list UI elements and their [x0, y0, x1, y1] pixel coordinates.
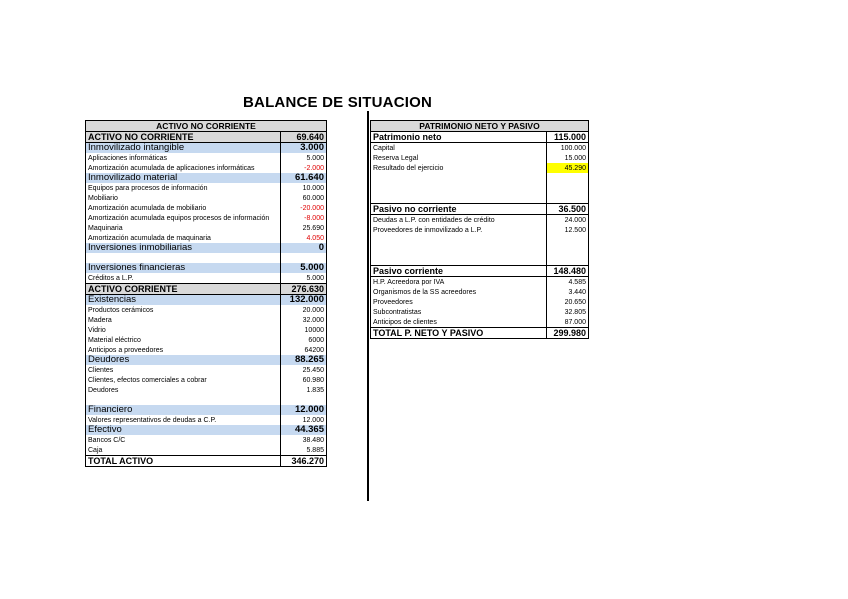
- asset-value: 44.365: [280, 425, 326, 435]
- liability-value: 36.500: [546, 204, 588, 215]
- liability-value: 24.000: [546, 215, 588, 226]
- asset-value: 10000: [280, 325, 326, 335]
- asset-value: 5.000: [280, 273, 326, 284]
- liability-row: [371, 204, 589, 215]
- asset-row: [86, 425, 327, 435]
- liability-row: [371, 153, 589, 163]
- asset-row: [86, 345, 327, 355]
- liability-label: Reserva Legal: [373, 154, 419, 162]
- liabilities-table: [370, 120, 589, 339]
- asset-value: 5.000: [280, 153, 326, 163]
- liability-label: Deudas a L.P. con entidades de crédito: [373, 216, 495, 224]
- asset-label: Bancos C/C: [88, 436, 126, 444]
- asset-total-label: TOTAL ACTIVO: [86, 456, 281, 467]
- asset-label: Créditos a L.P.: [88, 274, 134, 282]
- asset-value: 88.265: [280, 355, 326, 365]
- asset-value: 25.450: [280, 365, 326, 375]
- liability-row: [371, 235, 589, 245]
- liability-label: [371, 245, 547, 255]
- asset-row: [86, 375, 327, 385]
- asset-value: 4.050: [280, 233, 326, 243]
- liability-row: [371, 132, 589, 143]
- asset-value: [280, 395, 326, 405]
- asset-row: [86, 405, 327, 415]
- asset-value: 5.000: [280, 263, 326, 273]
- asset-row: [86, 213, 327, 223]
- asset-label: Inmovilizado intangible: [86, 143, 281, 154]
- asset-row: [86, 415, 327, 425]
- liability-value: 100.000: [546, 143, 588, 154]
- liability-row: [371, 245, 589, 255]
- asset-label: Equipos para procesos de información: [88, 184, 208, 192]
- liability-value: 115.000: [546, 132, 588, 143]
- liability-row: [371, 215, 589, 226]
- liability-value: 45.290: [546, 163, 588, 173]
- asset-label: Clientes, efectos comerciales a cobrar: [88, 376, 207, 384]
- asset-label: Maquinaria: [88, 224, 123, 232]
- liability-value: 4.585: [546, 277, 588, 288]
- liability-row: [371, 277, 589, 288]
- asset-label: Deudores: [86, 355, 281, 365]
- asset-label: Anticipos a proveedores: [88, 346, 164, 354]
- asset-value: 64200: [280, 345, 326, 355]
- asset-label: Valores representativos de deudas a C.P.: [88, 416, 217, 424]
- asset-label: Amortización acumulada equipos procesos de información: [88, 214, 270, 222]
- asset-row: [86, 243, 327, 253]
- asset-value: 25.690: [280, 223, 326, 233]
- liability-row: [371, 287, 589, 297]
- assets-header: ACTIVO NO CORRIENTE: [86, 121, 327, 132]
- asset-label: Financiero: [86, 405, 281, 415]
- asset-label: Existencias: [86, 295, 281, 306]
- liability-label: H.P. Acreedora por IVA: [373, 278, 445, 286]
- asset-total-row: [86, 456, 327, 467]
- vertical-divider: [367, 111, 369, 501]
- asset-row: [86, 163, 327, 173]
- liability-value: 12.500: [546, 225, 588, 235]
- liability-label: Subcontratistas: [373, 308, 422, 316]
- liabilities-header: PATRIMONIO NETO Y PASIVO: [371, 121, 589, 132]
- asset-value: 0: [280, 243, 326, 253]
- asset-row: [86, 305, 327, 315]
- asset-value: -8.000: [280, 213, 326, 223]
- asset-row: [86, 435, 327, 445]
- asset-row: [86, 203, 327, 213]
- liability-label: [371, 173, 547, 183]
- asset-value: 61.640: [280, 173, 326, 183]
- asset-value: [280, 253, 326, 263]
- liability-label: Patrimonio neto: [371, 132, 547, 143]
- liability-value: [546, 183, 588, 193]
- asset-row: [86, 273, 327, 284]
- asset-value: 12.000: [280, 415, 326, 425]
- asset-value: 12.000: [280, 405, 326, 415]
- liability-label: [371, 255, 547, 266]
- liability-label: Resultado del ejercicio: [373, 164, 444, 172]
- assets-header-row: [86, 121, 327, 132]
- liability-row: [371, 225, 589, 235]
- liability-value: [546, 255, 588, 266]
- liability-row: [371, 317, 589, 328]
- asset-label: [86, 395, 281, 405]
- asset-value: 32.000: [280, 315, 326, 325]
- asset-label: Vidrio: [88, 326, 106, 334]
- asset-row: [86, 445, 327, 456]
- asset-label: Deudores: [88, 386, 119, 394]
- page-title: BALANCE DE SITUACION: [243, 94, 433, 111]
- liability-label: Pasivo no corriente: [371, 204, 547, 215]
- asset-row: [86, 295, 327, 306]
- asset-label: Aplicaciones informáticas: [88, 154, 167, 162]
- liability-label: Proveedores de inmovilizado a L.P.: [373, 226, 483, 234]
- liability-value: 87.000: [546, 317, 588, 328]
- liability-value: [546, 235, 588, 245]
- asset-value: -2.000: [280, 163, 326, 173]
- asset-value: 38.480: [280, 435, 326, 445]
- asset-label: Clientes: [88, 366, 114, 374]
- asset-label: Amortización acumulada de aplicaciones informáticas: [88, 164, 255, 172]
- asset-value: 276.630: [280, 284, 326, 295]
- liability-row: [371, 307, 589, 317]
- asset-row: [86, 132, 327, 143]
- asset-row: [86, 284, 327, 295]
- liability-label: Capital: [373, 144, 395, 152]
- asset-label: ACTIVO NO CORRIENTE: [86, 132, 281, 143]
- asset-row: [86, 193, 327, 203]
- asset-label: [86, 253, 281, 263]
- asset-row: [86, 395, 327, 405]
- liability-label: [371, 183, 547, 193]
- asset-label: ACTIVO CORRIENTE: [86, 284, 281, 295]
- liability-row: [371, 143, 589, 154]
- asset-value: 5.885: [280, 445, 326, 456]
- asset-value: 20.000: [280, 305, 326, 315]
- liability-value: 3.440: [546, 287, 588, 297]
- asset-value: 6000: [280, 335, 326, 345]
- liability-label: Proveedores: [373, 298, 413, 306]
- liability-row: [371, 266, 589, 277]
- asset-value: 132.000: [280, 295, 326, 306]
- asset-label: Productos cerámicos: [88, 306, 154, 314]
- asset-value: -20.000: [280, 203, 326, 213]
- asset-total-value: 346.270: [280, 456, 326, 467]
- liability-label: [371, 193, 547, 204]
- liability-row: [371, 173, 589, 183]
- asset-row: [86, 223, 327, 233]
- asset-value: 69.640: [280, 132, 326, 143]
- liability-row: [371, 193, 589, 204]
- liability-value: 32.805: [546, 307, 588, 317]
- liability-total-label: TOTAL P. NETO Y PASIVO: [371, 328, 547, 339]
- liability-value: 15.000: [546, 153, 588, 163]
- asset-value: 60.000: [280, 193, 326, 203]
- asset-row: [86, 355, 327, 365]
- asset-row: [86, 385, 327, 395]
- liability-value: 20.650: [546, 297, 588, 307]
- liability-row: [371, 183, 589, 193]
- liability-value: [546, 245, 588, 255]
- asset-value: 1.835: [280, 385, 326, 395]
- asset-row: [86, 365, 327, 375]
- asset-label: Mobiliario: [88, 194, 118, 202]
- asset-row: [86, 173, 327, 183]
- asset-label: Amortización acumulada de maquinaria: [88, 234, 211, 242]
- assets-table: [85, 120, 327, 467]
- asset-label: Material eléctrico: [88, 336, 141, 344]
- asset-value: 10.000: [280, 183, 326, 193]
- asset-label: Madera: [88, 316, 112, 324]
- asset-row: [86, 335, 327, 345]
- asset-row: [86, 263, 327, 273]
- asset-value: 3.000: [280, 143, 326, 154]
- asset-label: Inmovilizado material: [86, 173, 281, 183]
- liability-total-value: 299.980: [546, 328, 588, 339]
- asset-row: [86, 315, 327, 325]
- asset-row: [86, 153, 327, 163]
- asset-value: 60.980: [280, 375, 326, 385]
- liability-value: 148.480: [546, 266, 588, 277]
- asset-row: [86, 233, 327, 243]
- asset-label: Caja: [88, 446, 103, 454]
- asset-label: Efectivo: [86, 425, 281, 435]
- asset-row: [86, 253, 327, 263]
- liability-row: [371, 297, 589, 307]
- liability-total-row: [371, 328, 589, 339]
- asset-row: [86, 143, 327, 154]
- liability-label: Anticipos de clientes: [373, 318, 437, 326]
- liability-row: [371, 255, 589, 266]
- liability-value: [546, 193, 588, 204]
- liability-label: Organismos de la SS acreedores: [373, 288, 477, 296]
- asset-label: Inversiones inmobiliarias: [86, 243, 281, 253]
- liability-label: Pasivo corriente: [371, 266, 547, 277]
- asset-row: [86, 183, 327, 193]
- liabilities-header-row: [371, 121, 589, 132]
- asset-row: [86, 325, 327, 335]
- asset-label: Amortización acumulada de mobiliario: [88, 204, 207, 212]
- liability-value: [546, 173, 588, 183]
- liability-label: [371, 235, 547, 245]
- asset-label: Inversiones financieras: [86, 263, 281, 273]
- liability-row: [371, 163, 589, 173]
